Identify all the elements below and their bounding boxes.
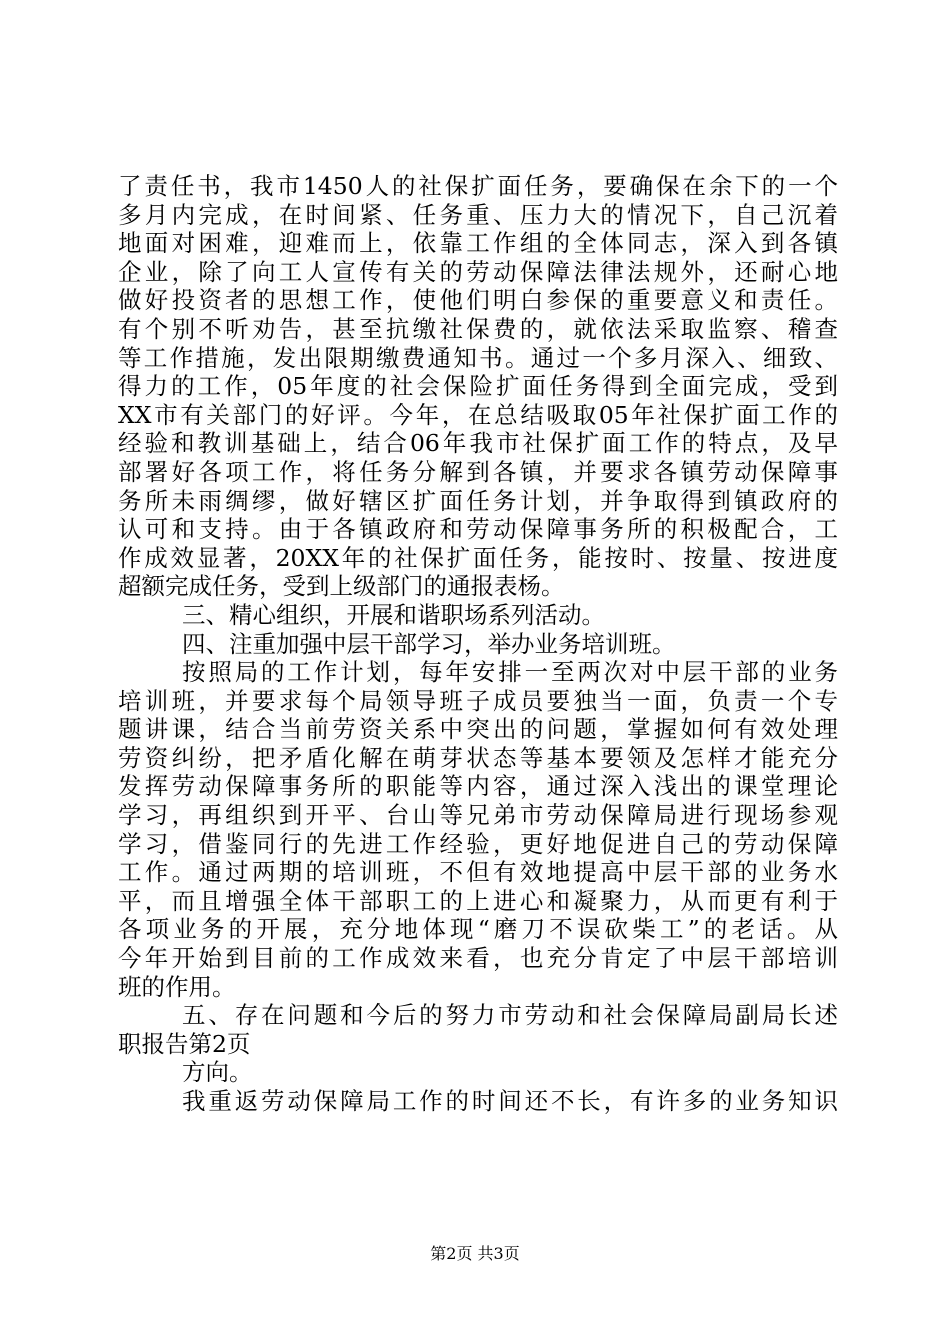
text-line: 务所未雨绸缪，做好辖区扩面任务计划，并争取得到镇政府的 xyxy=(118,486,838,515)
text-line: 作成效显著，20XX年的社保扩面任务，能按时、按量、按进度 xyxy=(118,543,838,572)
text-line: 工作。通过两期的培训班，不但有效地提高中层干部的业务水 xyxy=(118,858,838,887)
text-line: 职报告第2页 xyxy=(118,1029,251,1058)
text-line: 发挥劳动保障事务所的职能等内容，通过深入浅出的课堂理论 xyxy=(118,772,838,801)
text-line: 得力的工作，05年度的社会保险扩面任务得到全面完成，受到 xyxy=(118,372,838,401)
page-footer xyxy=(0,1244,950,1264)
page-number-label: 第2页 共3页 xyxy=(430,1244,520,1263)
text-line: 培训班，并要求每个局领导班子成员要独当一面，负责一个专 xyxy=(118,686,838,715)
section-heading: 五、存在问题和今后的努力市劳动和社会保障局副局长述 xyxy=(182,1001,838,1030)
text-line: 超额完成任务，受到上级部门的通报表杨。 xyxy=(118,572,565,601)
section-heading: 四、注重加强中层干部学习，举办业务培训班。 xyxy=(182,629,676,658)
text-line: 方向。 xyxy=(182,1058,253,1087)
text-line: 认可和支持。由于各镇政府和劳动保障事务所的积极配合，工 xyxy=(118,515,838,544)
text-line: 学习，再组织到开平、台山等兄弟市劳动保障局进行现场参观 xyxy=(118,801,838,830)
text-line: 我重返劳动保障局工作的时间还不长，有许多的业务知识 xyxy=(182,1087,838,1115)
text-line: 劳资纠纷，把矛盾化解在萌芽状态等基本要领及怎样才能充分 xyxy=(118,743,838,772)
text-line: 今年开始到目前的工作成效来看，也充分肯定了中层干部培训 xyxy=(118,944,838,973)
section-heading: 三、精心组织，开展和谐职场系列活动。 xyxy=(182,600,605,629)
text-line: 了责任书，我市1450人的社保扩面任务，要确保在余下的一个 xyxy=(118,172,838,200)
text-line: 题讲课，结合当前劳资关系中突出的问题，掌握如何有效处理 xyxy=(118,715,838,744)
text-line: 按照局的工作计划，每年安排一至两次对中层干部的业务 xyxy=(182,658,838,687)
document-body xyxy=(118,172,838,1116)
text-line: 班的作用。 xyxy=(118,972,236,1001)
text-line: 有个别不听劝告，甚至抗缴社保费的，就依法采取监察、稽查 xyxy=(118,314,838,343)
text-line: 经验和教训基础上，结合06年我市社保扩面工作的特点，及早 xyxy=(118,429,838,458)
text-line: 部署好各项工作，将任务分解到各镇，并要求各镇劳动保障事 xyxy=(118,457,838,486)
text-line: 等工作措施，发出限期缴费通知书。通过一个多月深入、细致、 xyxy=(118,343,838,372)
text-line: 学习，借鉴同行的先进工作经验，更好地促进自己的劳动保障 xyxy=(118,829,838,858)
text-line: 企业，除了向工人宣传有关的劳动保障法律法规外，还耐心地 xyxy=(118,257,838,286)
text-line: 多月内完成，在时间紧、任务重、压力大的情况下，自己沉着 xyxy=(118,200,838,229)
text-line: 做好投资者的思想工作，使他们明白参保的重要意义和责任。 xyxy=(118,286,838,315)
text-line: 平，而且增强全体干部职工的上进心和凝聚力，从而更有利于 xyxy=(118,886,838,915)
text-line: 地面对困难，迎难而上，依靠工作组的全体同志，深入到各镇 xyxy=(118,229,838,258)
text-line: XX市有关部门的好评。今年，在总结吸取05年社保扩面工作的 xyxy=(118,400,838,429)
text-line: 各项业务的开展，充分地体现“磨刀不误砍柴工”的老话。从 xyxy=(118,915,838,944)
